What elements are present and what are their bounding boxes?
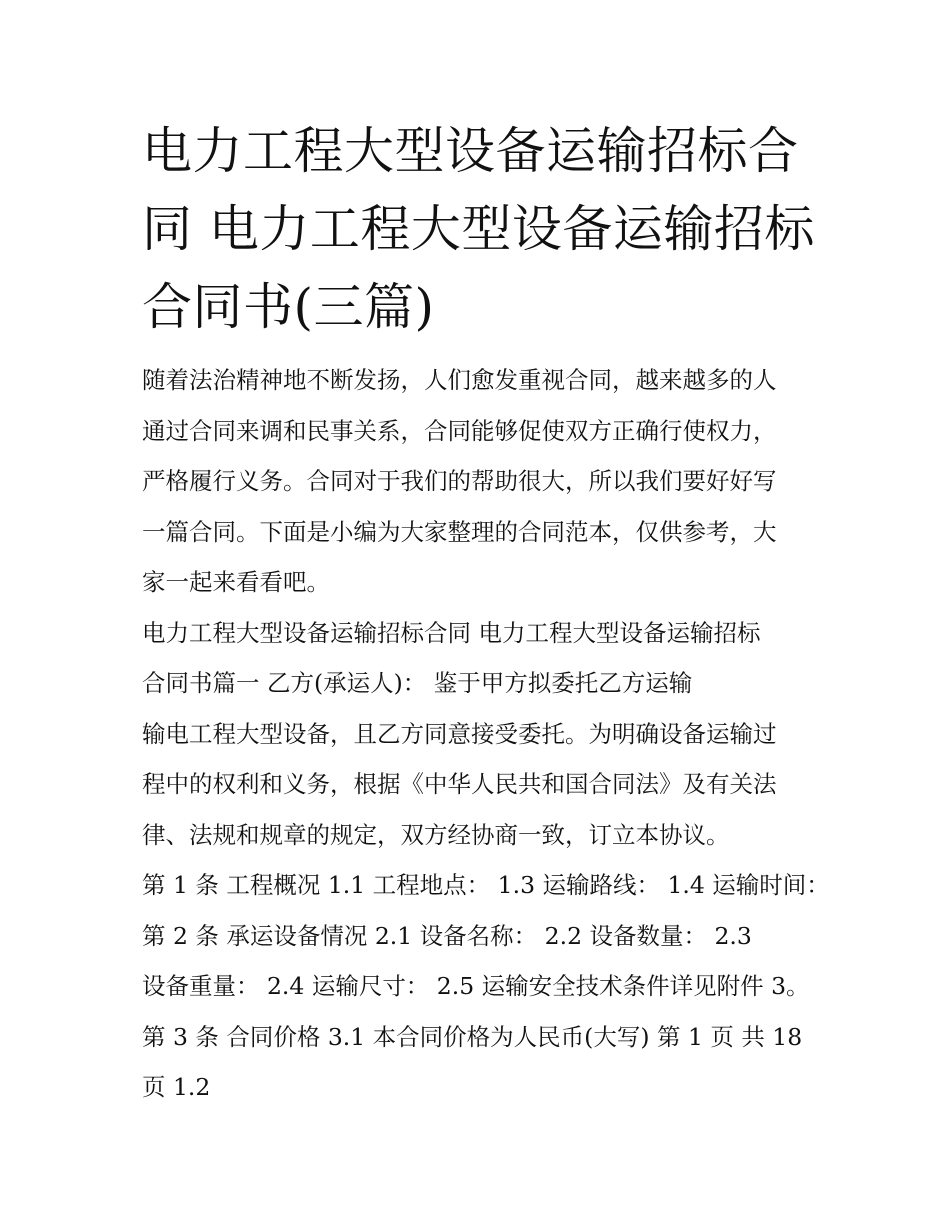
title-line: 同 电力工程大型设备运输招标 xyxy=(142,200,815,258)
body-line: 第 2 条 承运设备情况 2.1 设备名称： 2.2 设备数量： 2.3 xyxy=(142,921,752,950)
body-line: 律、法规和规章的规定，双方经协商一致，订立本协议。 xyxy=(142,820,730,849)
body-line: 设备重量： 2.4 运输尺寸： 2.5 运输安全技术条件详见附件 3。 xyxy=(142,972,810,1000)
document-body xyxy=(142,355,842,1113)
body-line: 随着法治精神地不断发扬，人们愈发重视合同，越来越多的人 xyxy=(142,366,777,394)
title-line: 电力工程大型设备运输招标合 xyxy=(142,122,799,180)
body-line: 通过合同来调和民事关系，合同能够促使双方正确行使权力， xyxy=(142,416,777,445)
title-line: 合同书(三篇) xyxy=(142,278,435,336)
body-line: 电力工程大型设备运输招标合同 电力工程大型设备运输招标 xyxy=(142,618,761,647)
body-line: 第 1 条 工程概况 1.1 工程地点： 1.3 运输路线： 1.4 运输时间： xyxy=(142,871,830,899)
body-line: 页 1.2 xyxy=(142,1073,211,1101)
document-title xyxy=(142,112,842,346)
body-line: 合同书篇一 乙方(承运人)： 鉴于甲方拟委托乙方运输 xyxy=(142,669,693,697)
body-line: 输电工程大型设备，且乙方同意接受委托。为明确设备运输过 xyxy=(142,719,777,748)
body-line: 第 3 条 合同价格 3.1 本合同价格为人民币(大写) 第 1 页 共 18 xyxy=(142,1022,803,1051)
body-line: 程中的权利和义务，根据《中华人民共和国合同法》及有关法 xyxy=(142,770,777,798)
body-line: 严格履行义务。合同对于我们的帮助很大，所以我们要好好写 xyxy=(142,467,777,495)
body-line: 家一起来看看吧。 xyxy=(142,568,330,596)
body-line: 一篇合同。下面是小编为大家整理的合同范本，仅供参考，大 xyxy=(142,517,777,546)
